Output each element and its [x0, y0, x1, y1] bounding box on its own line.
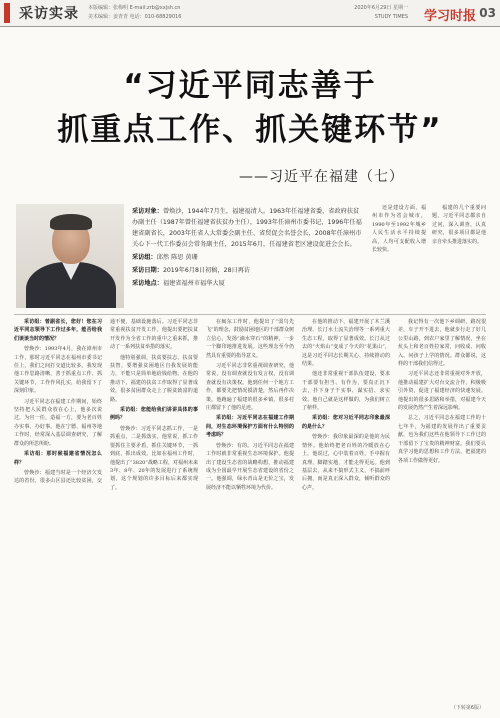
info-label: 采访日期： — [132, 267, 163, 274]
info-text: 2019年6月8日初稿，28日再访 — [162, 267, 251, 274]
top-right-columns — [372, 204, 486, 316]
headline-line: “习近平同志善于 — [123, 68, 377, 104]
info-place — [132, 278, 364, 289]
divider — [14, 314, 486, 315]
question-paragraph: 采访组：曾副省长，您好！您在习近平同志领导下工作过多年，能否给我们谈谈当时的情况？ — [14, 319, 102, 342]
portrait-photo — [16, 204, 124, 308]
article-body — [14, 318, 486, 708]
info-label: 采访组： — [132, 254, 157, 261]
continued-note: （下转第6版） — [450, 705, 484, 711]
masthead: 学习时报 — [423, 9, 476, 24]
paragraph: 曾焕沙：我印象最深的是他的为民情怀。他始终把老百姓的冷暖放在心上，他说过，心中装着百姓，手中握有真理，脚踏实地，才能走得更远。他到基层去，从来不搞形式主义，不搞前呼后拥，而是真正深入群众，倾听群众的心声。 — [302, 434, 390, 491]
info-interviewee — [132, 206, 364, 250]
paragraph: 还是建设方面，福州市作为省会城市，1990年至1992年城乡人民生活水平持续提高，人均可支配收入增长较快。 — [372, 205, 426, 254]
paragraph: 在他的推动下，福建开展了木兰溪治理、长汀水土流失治理等一系列重大生态工程，取得了显著成效。长汀从过去的“火焰山”变成了今天的“花果山”，这是习近平同志长期关心、持续推动的结果。 — [302, 319, 390, 368]
question-paragraph: 采访组：您能给我们讲讲具体的事例吗？ — [110, 407, 198, 422]
page-header — [0, 0, 500, 27]
date-line: STUDY TIMES — [374, 14, 408, 20]
info-label: 采访对象： — [132, 208, 163, 215]
info-reporters — [132, 252, 364, 263]
date-info — [354, 4, 408, 22]
info-label: 采访地点： — [132, 280, 163, 287]
info-text: 曾焕沙，1944年7月生，福建福清人。1963年任福建省委、省政府扶贫办副主任（1987年曾任福建省扶贫办主任），1993年任漳州市委书记，1996年任福建省副省长，2003年任省人大常委会副主任、省贸促会名誉会长，2008年任漳州市关心下一代工作委员会常务副主任，2015年6月，任福建省老区建设促进会会长。 — [132, 208, 362, 248]
paragraph: 习近平同志在福建工作期间，始终坚持把人民群众放在心上，他多次说过，为官一任，造福一方，要为老百姓办实事、办好事。他在宁德、福州等地工作时，经常深入基层调查研究，了解群众的所思所盼。 — [14, 398, 102, 447]
paragraph: 在闽东工作时，他提出了“弱鸟先飞”的理念，鼓励贫困地区的干部群众树立信心，发扬“滴水穿石”的精神，一步一个脚印地推进发展。这些理念至今仍然具有重要的指导意义。 — [206, 319, 294, 359]
question-paragraph: 采访组：那时候福建省情况怎么样？ — [14, 451, 102, 466]
editor-line: 本版编辑：张梅明 E-mail:zrb@xxjsh.cn — [88, 5, 181, 11]
paragraph: 曾焕沙：习近平同志抓工作，一是抓重点，二是抓落实。他常说，抓工作要抓住主要矛盾，抓住关键环节，一抓到底，抓出成效。比如在福州工作时，他提出了“3820”战略工程，对福州未来3年、8年、20年的发展进行了系统规划，这个规划的许多目标后来都实现了。 — [110, 425, 198, 491]
section-label: 采访实录 — [4, 3, 88, 23]
paragraph: 他还非常重视干部队伍建设，要求干部要有担当、有作为，要真正沉下去，扑下身子干实事、谋实招、求实效。他自己就是这样做的，为我们树立了榜样。 — [302, 371, 390, 412]
date-line: 2020年6月29日 星期一 — [354, 5, 408, 11]
photo-hair — [50, 214, 92, 230]
interview-info-box — [132, 206, 364, 291]
paragraph: 福建的几个重要问题，习近平同志都亲自过问，深入调查，认真研究，很多项目都是他亲自牵头推进落实的。 — [432, 205, 486, 245]
paragraph: 习近平同志还非常重视对外开放，他推动福建扩大对台交流合作，积极吸引外资，促进了福建经济的快速发展。他提出的很多思路和举措，对福建今天的发展仍然产生着深远影响。 — [398, 371, 486, 412]
info-text: 邱然 陈思 黄珊 — [156, 254, 198, 261]
paragraph: 曾焕沙：福建当时是一个经济欠发达的省份，很多山区县还比较贫困，交通不便，基础设施落后。习近平同志非常重视扶贫开发工作，他提出要把扶贫开发作为全省工作的重中之重来抓，推动了一系列扶贫举措的落实。 — [14, 319, 198, 485]
headline — [0, 64, 500, 152]
subtitle: ——习近平在福建（七） — [239, 169, 404, 185]
paragraph: 曾焕沙：1993年4月，我在漳州市工作，那时习近平同志在福州市委书记任上，我们之间打交道比较多。我发现他工作思路清晰，善于抓重点工作、抓关键环节，工作作风扎实，给我留下了深刻印象。 — [14, 346, 102, 395]
editor-info — [88, 4, 288, 22]
info-date — [132, 265, 364, 276]
question-paragraph: 采访组：您对习近平同志印象最深的是什么？ — [302, 415, 390, 430]
paragraph: 曾焕沙：有的。习近平同志在福建工作时就非常重视生态环境保护。他提出了建设生态省的战略构想，推动福建成为全国最早开展生态省建设的省份之一。他强调，绿水青山是无价之宝，发展经济不能以牺牲环境为代价。 — [206, 442, 294, 491]
paragraph: 他特别强调，扶贫要扶志，扶贫要扶智，要增强贫困地区自我发展的能力，不能只是简单地给钱给物。在他的推动下，福建的扶贫工作取得了显著成效，很多贫困群众走上了脱贫致富的道路。 — [110, 354, 198, 403]
info-text: 福建省福州市福华大厦 — [162, 280, 225, 287]
paragraph: 我记得有一次他下乡调研，路况很差，车子开不进去，他就步行走了好几公里山路，到农户家里了解情况，坐在炕头上和老百姓拉家常，问收成、问收入、问孩子上学的情况。群众都说，这样的干部我们信得过。 — [398, 319, 486, 368]
page-number: 03 — [479, 6, 496, 20]
paragraph: 总之，习近平同志在福建工作的十七年半，为福建的发展作出了重要贡献，也为我们这些在他领导下工作过的干部留下了宝贵的精神财富。我们要认真学习他的思想和工作方法，把福建的各项工作做得更好。 — [398, 415, 486, 464]
headline-line: 抓重点工作、抓关键环节” — [57, 112, 443, 148]
editor-line: 美术编辑：姜青青 电话：010-68829016 — [88, 14, 182, 20]
question-paragraph: 采访组：习近平同志在福建工作期间，对生态环境保护方面有什么特别的考虑吗？ — [206, 415, 294, 439]
paragraph: 习近平同志非常重视调查研究，他常说，没有调查就没有发言权，没有调查就没有决策权。他到任何一个地方工作，都要先把情况摸清楚，然后再作决策。他跑遍了福建的很多乡镇，很多村庄都留下了他的足迹。 — [206, 363, 294, 412]
